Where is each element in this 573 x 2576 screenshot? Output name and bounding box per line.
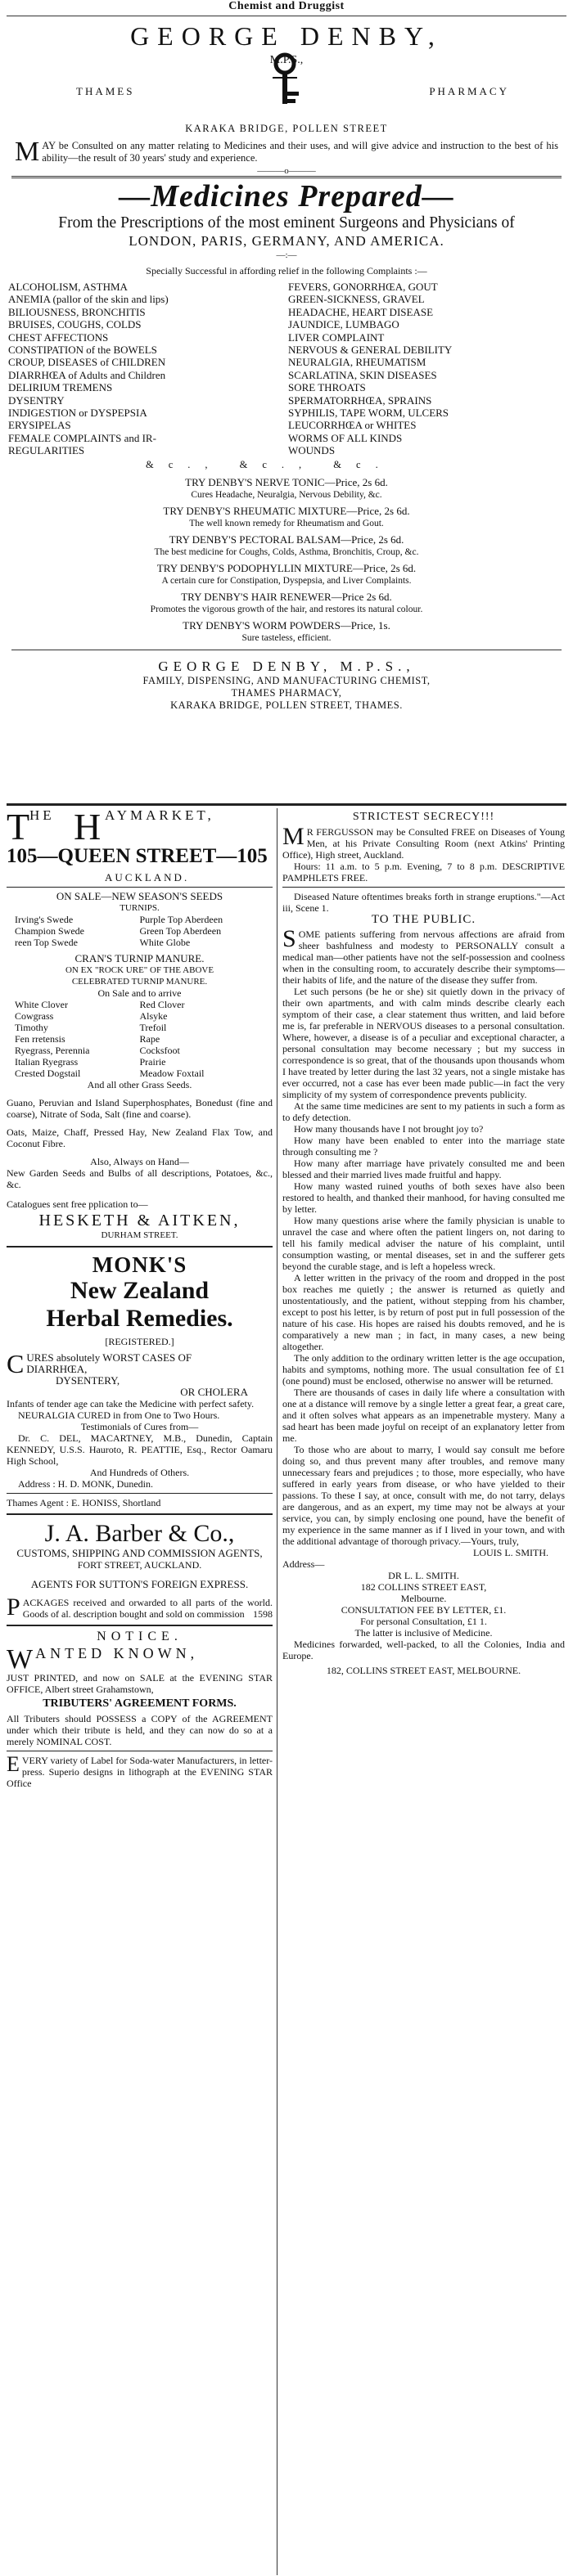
cures-line-3: DYSENTERY, [56, 1374, 120, 1387]
pharmacy-label: PHARMACY [429, 85, 509, 97]
complaint-row [7, 432, 566, 444]
catalogues: Catalogues sent free pplication to— [7, 1198, 148, 1210]
cures-line-1: URES absolutely WORST CASES OF [26, 1351, 192, 1364]
ornament: ———o——— [257, 166, 316, 176]
turnip-list [7, 914, 273, 948]
seed-item: Cocksfoot [139, 1045, 180, 1056]
barber-line-3: AGENTS FOR SUTTON'S FOREIGN EXPRESS. [30, 1578, 249, 1590]
seed-item: Green Top Aberdeen [139, 925, 222, 937]
medicines-prepared-title: —Medicines Prepared— [119, 179, 454, 214]
address-label: Address— [282, 1558, 325, 1570]
haymarket-aymarket: AYMARKET, [105, 807, 214, 823]
every-variety [7, 1752, 273, 1789]
seed-item: White Clover [15, 999, 68, 1010]
remedy-title: TRY DENBY'S PODOPHYLLIN MIXTURE—Price, 2s 6d. [156, 561, 417, 574]
new-zealand-title: New Zealand [70, 1277, 210, 1304]
complaint: WORMS OF ALL KINDS [288, 431, 403, 444]
complaint: DIARRHŒA of Adults and Children [8, 368, 166, 381]
seed-item: Italian Ryegrass [15, 1056, 79, 1068]
hesketh-aitken: HESKETH & AITKEN, [38, 1212, 241, 1230]
durham-street: DURHAM STREET. [101, 1230, 178, 1240]
packages-text: ACKAGES received and orwarded to all parts of the world. Goods of al. description bought and sold on commission [22, 1597, 273, 1620]
crans-line-3: CELEBRATED TURNIP MANURE. [71, 977, 208, 987]
intro-dropcap: M [15, 137, 40, 167]
crans-manure: CRAN'S TURNIP MANURE. [74, 952, 205, 964]
monk-address: Address : H. D. MONK, Dunedin. [18, 1478, 153, 1490]
complaint-row [7, 318, 566, 330]
complaint: INDIGESTION or DYSPEPSIA [8, 407, 147, 420]
complaint-row [7, 356, 566, 368]
barber-line-2: FORT STREET, AUCKLAND. [77, 1559, 202, 1571]
complaint: REGULARITIES [8, 444, 85, 457]
every-text: VERY variety of Label for Soda-water Manufacturers, in letter-press. Superio designs in lithograph at the EVENING STAR Office [7, 1755, 273, 1789]
complaint: DYSENTRY [8, 393, 65, 407]
complaints-table [7, 281, 566, 457]
packages-dropcap: P [7, 1594, 20, 1621]
complaint: WOUNDS [288, 444, 336, 457]
complaint-row [7, 407, 566, 419]
seed-item: Alsyke [139, 1010, 168, 1022]
fergusson [282, 823, 565, 861]
complaint-row [7, 281, 566, 293]
complaint-row [7, 369, 566, 381]
complaint-row [7, 293, 566, 305]
monks-title: MONK'S [92, 1252, 187, 1277]
signature-line-1: FAMILY, DISPENSING, AND MANUFACTURING CHEMIST, [142, 674, 431, 686]
seed-item: Trefoil [139, 1022, 167, 1033]
haymarket-dropcap-h: H [74, 806, 102, 847]
fergusson-text: R FERGUSSON may be Consulted FREE on Diseases of Young Men, at his Private Consulting Room (next Atkins' Printing Office), High street, Auckland. [282, 826, 565, 861]
remedy-title: TRY DENBY'S HAIR RENEWER—Price 2s 6d. [181, 590, 392, 603]
para-3: At the same time medicines are sent to my patients in such a form as to defy detection. [282, 1100, 565, 1123]
para-12: To those who are about to marry, I would say consult me before doing so, and thus prevent many after troubles, and remove many unnecessary fears and prejudices ; to those, more especially, who have suffered in early years from disease, or who have yielded to their passions. To these I say, at once, consult with me, do not tarry, delays are dangerous, and as an expert, my time may not be always at your service, you can, by simply enclosing one pound, have the benefit of my experience in the same manner as if I lived in your town, and with the additional advantage of thorough privacy.—Yours, truly, [282, 1444, 565, 1547]
thames-label: THAMES [76, 85, 135, 97]
inclusive: The latter is inclusive of Medicine. [354, 1627, 493, 1639]
crans-line-2: ON EX "ROCK URE" OF THE ABOVE [65, 965, 214, 975]
infants: Infants of tender age can take the Medicine with perfect safety. [7, 1398, 255, 1409]
cities: LONDON, PARIS, GERMANY, AND AMERICA. [129, 233, 444, 249]
seed-item: reen Top Swede [15, 937, 78, 948]
tributers-forms: TRIBUTERS' AGREEMENT FORMS. [43, 1697, 237, 1710]
cures-line-2: DIARRHŒA, [26, 1363, 88, 1375]
louis-smith-sign: LOUIS L. SMITH. [473, 1547, 548, 1558]
always-on-hand: Also, Always on Hand— [90, 1156, 189, 1167]
complaint-row [7, 331, 566, 344]
seed-item: Champion Swede [15, 925, 84, 937]
denby-address: KARAKA BRIDGE, POLLEN STREET [185, 123, 388, 134]
garden-seeds: New Garden Seeds and Bulbs of all descriptions, Potatoes, &c., &c. [7, 1167, 273, 1190]
remedy-description: Sure tasteless, efficient. [241, 632, 332, 643]
testimonials: Testimonials of Cures from— [80, 1421, 199, 1432]
cures-block [7, 1349, 273, 1398]
remedy-description: Cures Headache, Neuralgia, Nervous Debility, &c. [191, 489, 382, 500]
all-other-grass: And all other Grass Seeds. [87, 1079, 192, 1090]
seed-item: Cowgrass [15, 1010, 54, 1022]
intro-text: AY be Consulted on any matter relating to Medicines and their uses, and will give advice and instruction to the best of his ability—the result of 30 years' study and experience. [42, 140, 558, 164]
complaint: ANEMIA (pallor of the skin and lips) [8, 293, 169, 306]
grass-list [7, 999, 273, 1079]
complaint: DELIRIUM TREMENS [8, 381, 113, 394]
hours: Hours: 11 a.m. to 5 p.m. Evening, 7 to 8 p.m. DESCRIPTIVE PAMPHLETS FREE. [282, 861, 565, 883]
seed-item: Ryegrass, Perennia [15, 1045, 90, 1056]
seed-item: Fen rretensis [15, 1033, 65, 1045]
remedy-title: TRY DENBY'S WORM POWDERS—Price, 1s. [183, 618, 390, 632]
complaint: FEVERS, GONORRHŒA, GOUT [288, 281, 438, 293]
testimonial-names: Dr. C. DEL, MACARTNEY, M.B., Dunedin, Captain KENNEDY, U.S.S. Hauroto, R. PEATTIE, Esq., Rector Oamaru High School, [7, 1432, 273, 1467]
secrecy-title: STRICTEST SECRECY!!! [352, 811, 495, 823]
ornament-2: —:— [276, 250, 297, 260]
specially-successful: Specially Successful in affording relief in the following Complaints :— [146, 265, 427, 276]
turnips: TURNIPS. [120, 903, 160, 913]
para-11: There are thousands of cases in daily life where a consultation with one at a distance will remove by a single letter a great fear, a great care, and it often solves what appears as an impenetrable mystery. Many a sad heart has been made joyful on receipt of an explanatory letter from me. [282, 1387, 565, 1444]
complaint: SORE THROATS [288, 381, 366, 394]
denby-mps: M.P.S., [269, 54, 304, 66]
nature-quote: Diseased Nature oftentimes breaks forth in strange eruptions."—Act iii, Scene 1. [282, 891, 565, 914]
hundreds-others: And Hundreds of Others. [89, 1467, 190, 1478]
para-1-text: OME patients suffering from nervous affections are afraid from sheer bashfulness and modesty to PERSONALLY consult a medical man—other patients have not the self-possession and coolness when in the consulting room, to accurately describe their symptoms—their habits of life, and the nature of the disease they suffer from. [282, 928, 565, 986]
signature-line-3: KARAKA BRIDGE, POLLEN STREET, THAMES. [170, 699, 403, 711]
seed-item: Prairie [139, 1056, 166, 1068]
wanted-known [7, 1644, 273, 1675]
seed-item: Red Clover [139, 999, 185, 1010]
denby-name: GEORGE DENBY, [130, 21, 443, 51]
haymarket-city: AUCKLAND. [105, 871, 190, 883]
seed-item: White Globe [139, 937, 191, 948]
thames-pharmacy-row [7, 67, 566, 100]
para-2: Let such persons (be he or she) sit quietly down in the privacy of their own apartments, and with calm minds describe clearly each symptom of their case, a clear statement thus written, and laid before me is, far preferable in NERVOUS diseases to a personal consultation. Where, however, a disease is of a peculiar and exceptional character, a personal consultation may become necessary ; but my success in correspondence is so great, that of the thousands upon thousands whom I have treated by letter during the last 32 years, not a single mistake has ever occurred, not a case has ever been made public—in fact the very simplicity of my system of correspondence prevents publicity. [282, 986, 565, 1100]
fergusson-dropcap: M [282, 823, 305, 850]
seed-item: Purple Top Aberdeen [139, 914, 223, 925]
collins-street: 182 COLLINS STREET EAST, [360, 1581, 487, 1593]
complaint-row [7, 306, 566, 318]
remedy-title: TRY DENBY'S RHEUMATIC MIXTURE—Price, 2s 6d. [163, 504, 410, 517]
para-5: How many have been enabled to enter into the marriage state through consulting me ? [282, 1135, 565, 1158]
complaint-row [7, 419, 566, 431]
key-icon [252, 52, 318, 114]
page-header: Chemist and Druggist [0, 0, 573, 16]
etc-line: &c., &c., &c. [146, 458, 393, 470]
guano: Guano, Peruvian and Island Superphosphates, Bonedust (fine and coarse), Nitrate of Soda, Salt (fine and coarse). [7, 1097, 273, 1120]
signature-name: GEORGE DENBY, M.P.S., [158, 658, 415, 674]
complaint: BILIOUSNESS, BRONCHITIS [8, 305, 146, 318]
haymarket-header [7, 808, 273, 883]
complaint: GREEN-SICKNESS, GRAVEL [288, 293, 425, 306]
remedy-title: TRY DENBY'S PECTORAL BALSAM—Price, 2s 6d. [169, 533, 404, 546]
seed-item: Rape [139, 1033, 160, 1045]
wanted-text: ANTED KNOWN, [35, 1645, 199, 1661]
para-6: How many after marriage have privately consulted me and been blessed and their married lives made fruitful and happy. [282, 1158, 565, 1180]
thames-agent: Thames Agent : E. HONISS, Shortland [7, 1497, 161, 1508]
complaint: NEURALGIA, RHEUMATISM [288, 356, 426, 369]
on-sale-arrive: On Sale and to arrive [97, 987, 182, 999]
complaint: LEUCORRHŒA or WHITES [288, 419, 417, 432]
haymarket-dropcap-t: T [7, 806, 30, 847]
barber-title: J. A. Barber & Co., [44, 1520, 235, 1547]
left-column [7, 808, 273, 1789]
para-8: How many questions arise where the family physician is unable to unravel the case and where often the patient lingers on, not daring to tell his family medical adviser the nature of his complaint, until consumption wasting, or mental diseases, set in and the sufferer gets beyond the curable stage, and is left a hopeless wreck. [282, 1215, 565, 1272]
complaint: HEADACHE, HEART DISEASE [288, 305, 434, 318]
complaint-row [7, 394, 566, 407]
complaint: ERYSIPELAS [8, 419, 71, 432]
haymarket-he: HE [29, 807, 55, 823]
remedy-description: Promotes the vigorous growth of the hair, and restores its natural colour. [150, 604, 423, 614]
remedy-description: The well known remedy for Rheumatism and Gout. [189, 518, 384, 528]
some-dropcap: S [282, 925, 296, 952]
remedy-description: The best medicine for Coughs, Colds, Asthma, Bronchitis, Croup, &c. [154, 546, 419, 557]
seed-item: Crested Dogstail [15, 1068, 81, 1079]
complaint: SPERMATORRHŒA, SPRAINS [288, 393, 432, 407]
remedies-list [7, 476, 566, 643]
packages [7, 1594, 273, 1621]
barber-line-1: CUSTOMS, SHIPPING AND COMMISSION AGENTS, [16, 1547, 263, 1559]
registered: [REGISTERED.] [105, 1336, 174, 1347]
complaint: NERVOUS & GENERAL DEBILITY [288, 344, 453, 357]
just-printed: JUST PRINTED, and now on SALE at the EVENING STAR OFFICE, Albert street Grahamstown, [7, 1672, 273, 1695]
from-prescriptions: From the Prescriptions of the most eminent Surgeons and Physicians of [58, 214, 515, 232]
wanted-dropcap: W [7, 1644, 34, 1675]
notice-title: NOTICE. [97, 1630, 183, 1643]
para-9: A letter written in the privacy of the room and dropped in the post box reaches me quietly ; the answer is returned as quietly and unostentatiously, and the patient, without stepping from his chamber, except to post his letter, is by return of post put in full possession of the nature of his case. His hopes are raised his doubts removed, and he is comparatively a new man ; in fact, in many cases, a new being altogether. [282, 1272, 565, 1352]
every-dropcap: E [7, 1752, 20, 1776]
denby-advert [7, 18, 566, 712]
complaint: SYPHILIS, TAPE WORM, ULCERS [288, 407, 449, 420]
cures-dropcap: C [7, 1349, 25, 1378]
seed-item: Timothy [15, 1022, 48, 1033]
new-seeds: ON SALE—NEW SEASON'S SEEDS [56, 890, 223, 902]
complaint: BRUISES, COUGHS, COLDS [8, 318, 142, 331]
to-the-public: TO THE PUBLIC. [371, 913, 476, 926]
cures-line-4: OR CHOLERA [180, 1386, 248, 1398]
seed-item: Irving's Swede [15, 914, 74, 925]
all-tributers: All Tributers should POSSESS a COPY of the AGREEMENT under which their tribute is held, and they can now do so at a merely NOMINAL COST. [7, 1713, 273, 1747]
neuralgia-cured: NEURALGIA CURED in from One to Two Hours. [18, 1409, 220, 1421]
forwarded: Medicines forwarded, well-packed, to all the Colonies, India and Europe. [282, 1639, 565, 1661]
haymarket-address: 105—QUEEN STREET—105 [7, 845, 268, 867]
denby-intro [15, 137, 558, 167]
remedy-description: A certain cure for Constipation, Dyspepsia, and Liver Complaints. [161, 575, 412, 586]
complaint: CONSTIPATION of the BOWELS [8, 344, 157, 357]
signature-line-2: THAMES PHARMACY, [231, 686, 342, 699]
para-7: How many wasted ruined youths of both sexes have also been restored to health, and thanked their manhood, for having consulted me by letter. [282, 1180, 565, 1215]
remedy-title: TRY DENBY'S NERVE TONIC—Price, 2s 6d. [185, 475, 388, 488]
bottom-address: 182, COLLINS STREET EAST, MELBOURNE. [326, 1665, 521, 1676]
dr-smith: DR L. L. SMITH. [388, 1570, 459, 1581]
oats: Oats, Maize, Chaff, Pressed Hay, New Zealand Flax Tow, and Coconut Fibre. [7, 1126, 273, 1149]
complaint-row [7, 344, 566, 356]
complaint-row [7, 381, 566, 393]
complaint-row [7, 444, 566, 456]
para-10: The only addition to the ordinary written letter is the age occupation, habits and symptoms, nothing more. The usual consultation fee of £1 (one pound) must be enclosed, otherwise no answer will be returned. [282, 1352, 565, 1387]
complaint: CROUP, DISEASES of CHILDREN [8, 356, 166, 369]
herbal-remedies-title: Herbal Remedies. [46, 1305, 233, 1332]
complaint: CHEST AFFECTIONS [8, 330, 109, 344]
melbourne: Melbourne. [400, 1593, 447, 1604]
right-column [282, 808, 565, 1676]
seed-item: Meadow Foxtail [139, 1068, 205, 1079]
complaint: ALCOHOLISM, ASTHMA [8, 281, 128, 293]
complaint: JAUNDICE, LUMBAGO [288, 318, 399, 331]
para-1 [282, 925, 565, 986]
consultation-fee: CONSULTATION FEE BY LETTER, £1. [341, 1604, 507, 1616]
complaint: LIVER COMPLAINT [288, 330, 385, 344]
para-4: How many thousands have I not brought joy to? [294, 1123, 484, 1135]
complaint: FEMALE COMPLAINTS and IR- [8, 431, 156, 444]
complaint: SCARLATINA, SKIN DISEASES [288, 368, 437, 381]
personal-fee: For personal Consultation, £1 1. [360, 1616, 487, 1627]
barber-code: 1598 [253, 1608, 273, 1620]
